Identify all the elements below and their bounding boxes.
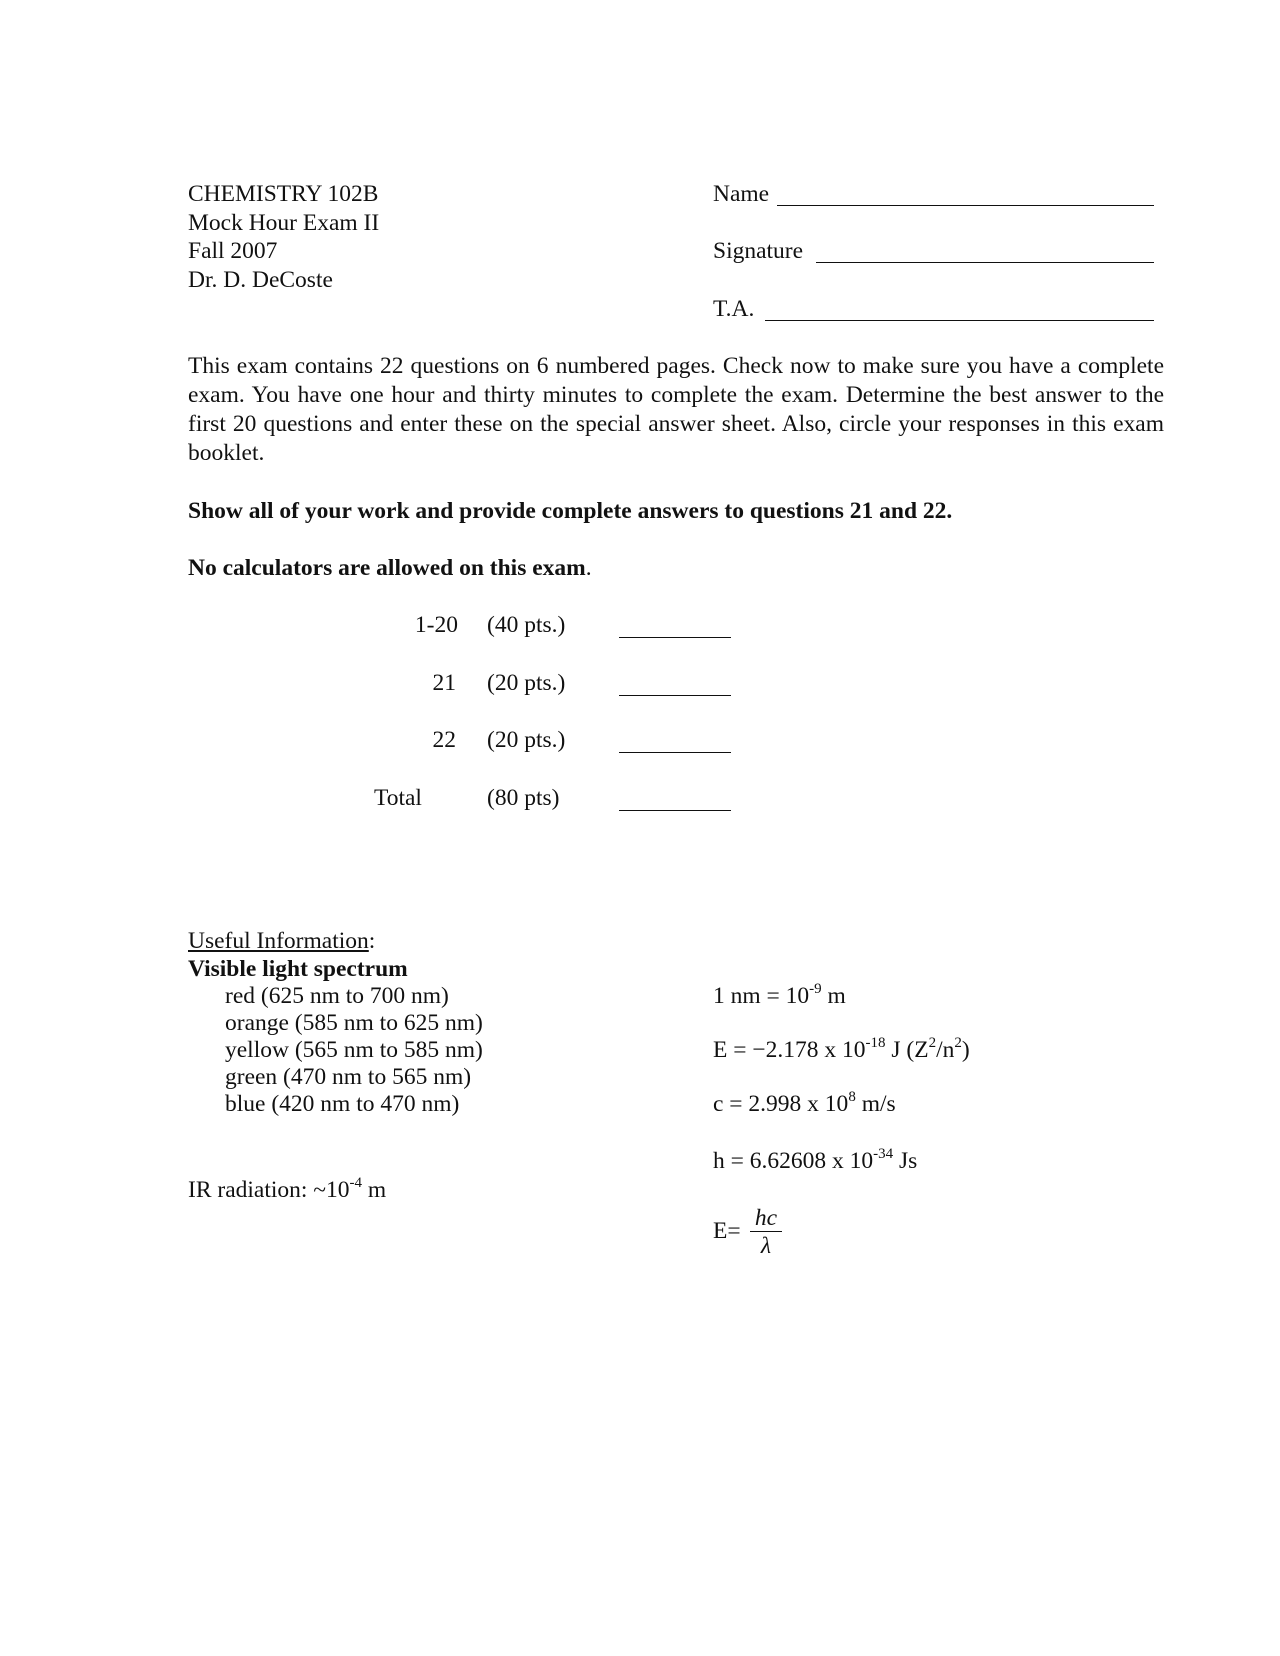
photon-energy-lhs: E= (713, 1218, 741, 1244)
exam-title: Mock Hour Exam II (188, 210, 380, 236)
spectrum-item-green: green (470 nm to 565 nm) (225, 1064, 472, 1090)
score-blank[interactable] (619, 810, 731, 811)
n-exponent: 2 (954, 1035, 962, 1051)
show-work-note: Show all of your work and provide complete answers to questions 21 and 22. (188, 498, 953, 524)
energy-exponent: -18 (865, 1035, 886, 1051)
score-item: 1-20 (414, 612, 458, 638)
score-points: (20 pts.) (487, 670, 566, 696)
course-title: CHEMISTRY 102B (188, 181, 379, 207)
c-exponent: 8 (848, 1089, 856, 1105)
useful-info-heading (188, 927, 375, 955)
nm-conversion (713, 982, 846, 1010)
ir-exponent: -4 (349, 1175, 363, 1191)
score-points: (80 pts) (487, 785, 560, 811)
ir-unit: m (362, 1177, 387, 1203)
z-exponent: 2 (928, 1035, 937, 1051)
spectrum-item-blue: blue (420 nm to 470 nm) (225, 1091, 460, 1117)
c-base: c = 2.998 x 10 (713, 1091, 849, 1117)
nm-unit: m (821, 983, 846, 1009)
energy-end: ) (961, 1037, 970, 1063)
ir-base: IR radiation: ~10 (188, 1177, 350, 1203)
no-calculators-note (188, 554, 592, 582)
score-points: (20 pts.) (487, 727, 566, 753)
instructor-name: Dr. D. DeCoste (188, 267, 333, 293)
no-calculators-period: . (585, 555, 592, 581)
h-unit: Js (893, 1148, 918, 1174)
useful-info-heading-text: Useful Information (188, 928, 369, 954)
spectrum-item-yellow: yellow (565 nm to 585 nm) (225, 1037, 483, 1063)
h-base: h = 6.62608 x 10 (713, 1148, 874, 1174)
ta-label: T.A. (713, 296, 755, 322)
useful-info-colon: : (368, 928, 376, 954)
score-blank[interactable] (619, 752, 731, 753)
score-blank[interactable] (619, 637, 731, 638)
energy-slash: /n (936, 1037, 955, 1063)
fraction-numerator: hc (754, 1205, 778, 1231)
score-item: 21 (432, 670, 456, 696)
exam-term: Fall 2007 (188, 238, 278, 264)
planck-constant (713, 1147, 917, 1175)
spectrum-title: Visible light spectrum (188, 956, 408, 982)
nm-base: 1 nm = 10 (713, 983, 810, 1009)
energy-mid: J (Z (885, 1037, 929, 1063)
name-field[interactable] (777, 205, 1154, 206)
fraction-denominator: λ (760, 1233, 772, 1259)
ir-radiation (188, 1176, 386, 1204)
ta-field[interactable] (765, 320, 1154, 321)
signature-field[interactable] (816, 262, 1154, 263)
name-label: Name (713, 181, 770, 207)
energy-level-formula (713, 1036, 970, 1064)
score-item: 22 (432, 727, 456, 753)
spectrum-item-orange: orange (585 nm to 625 nm) (225, 1010, 483, 1036)
score-points: (40 pts.) (487, 612, 566, 638)
no-calculators-text: No calculators are allowed on this exam (188, 555, 586, 581)
signature-label: Signature (713, 238, 804, 264)
c-unit: m/s (855, 1091, 896, 1117)
nm-exponent: -9 (809, 981, 822, 997)
instructions-paragraph: This exam contains 22 questions on 6 numbered pages. Check now to make sure you have a complete exam. You have one hour and thirty minutes to complete the exam. Determine the best answer to the first 20 questions and enter these on the special answer sheet. Also, circle your responses in this exam booklet. (188, 353, 1164, 466)
h-exponent: -34 (873, 1146, 894, 1162)
score-blank[interactable] (619, 695, 731, 696)
energy-base: E = −2.178 x 10 (713, 1037, 866, 1063)
spectrum-item-red: red (625 nm to 700 nm) (225, 983, 449, 1009)
speed-of-light (713, 1090, 896, 1118)
score-item: Total (374, 785, 422, 811)
